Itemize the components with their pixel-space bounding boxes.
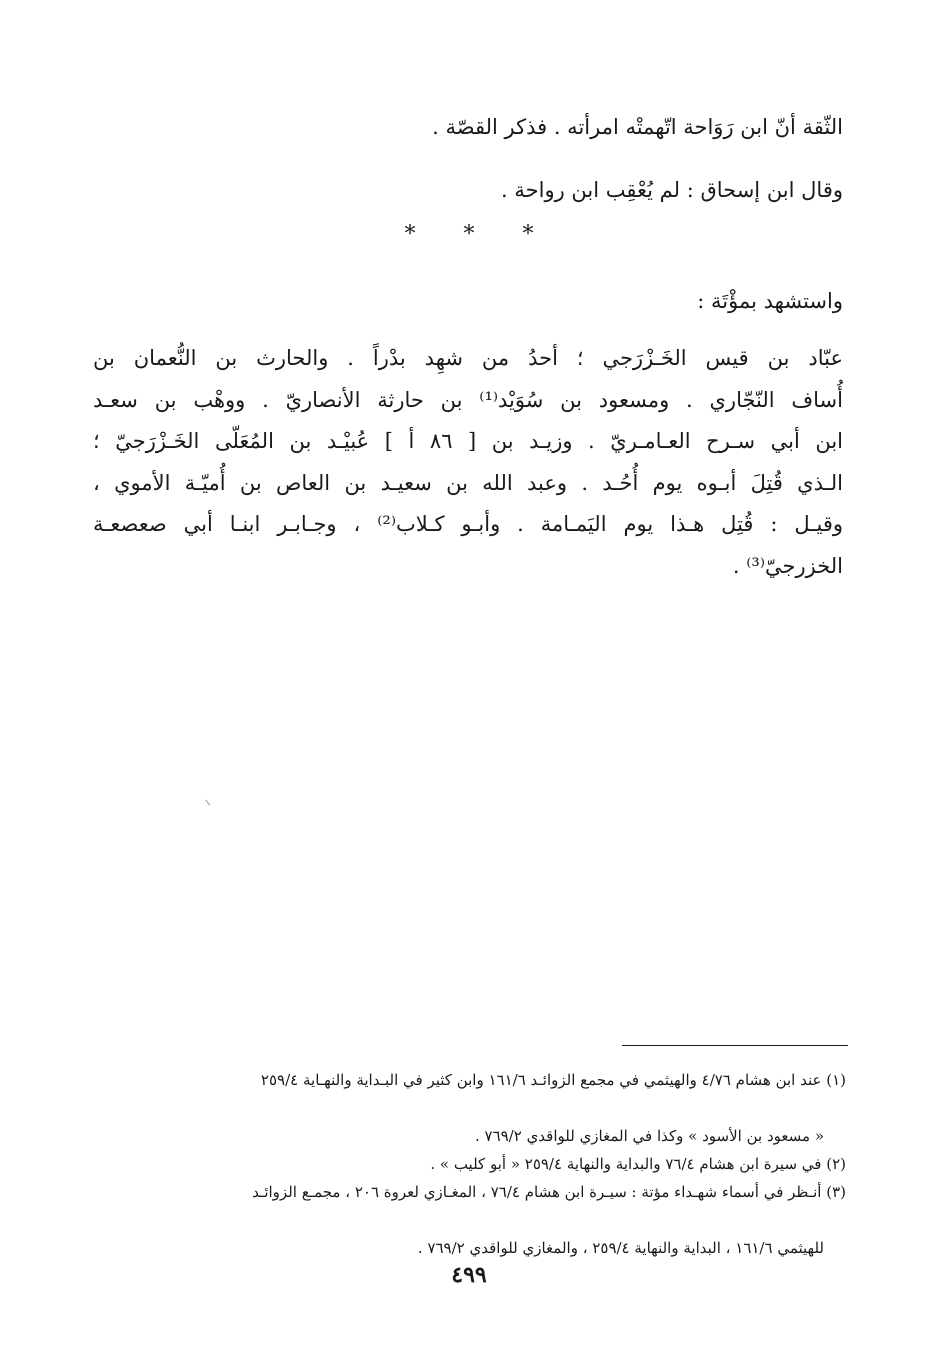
footnote-line: للهيثمي ١٦١/٦ ، البداية والنهاية ٢٥٩/٤ ، والمغازي للواقدي ٧٦٩/٢ .	[417, 1239, 824, 1257]
footnote-line: (١) عند ابن هشام ٤/٧٦ والهيثمي في مجمع الزوائـد ١٦١/٦ وابن كثير في البـداية والنهـاية ٢٥٩/٤	[260, 1071, 846, 1089]
heading-text: واستشهد بمؤْتَة :	[697, 289, 843, 313]
section-heading	[93, 282, 843, 320]
footnote-divider	[622, 1045, 848, 1046]
martyrs-paragraph	[93, 338, 843, 587]
footnote-line: (٢) في سيرة ابن هشام ٧٦/٤ والبداية والنهاية ٢٥٩/٤ « أبو كليب » .	[430, 1155, 846, 1173]
paragraph-line: ابن أبي سـرح العـامـريّ . وزيـد بن [ ٨٦ أ ] عُبيْـد بن المُعَلّى الخَـزْرَجيّ ؛	[93, 429, 843, 453]
text-line: الثّقة أنّ ابن رَوَاحة اتّهمتْه امرأته . فذكر القصّة .	[432, 115, 843, 139]
section-separator	[0, 222, 938, 247]
footnotes	[140, 1066, 846, 1262]
asterisk: *	[522, 222, 558, 247]
asterisk: *	[463, 222, 499, 247]
paragraph-line: وقيـل : قُتِل هـذا يوم اليَمـامة . وأبـو كـلاب⁽²⁾ ، وجـابـر ابنـا أبي صعصعـة	[93, 512, 843, 536]
footnote-3	[140, 1178, 846, 1262]
footnote-line: « مسعود بن الأسود » وكذا في المغازي للواقدي ٧٦٩/٢ .	[474, 1127, 824, 1145]
paragraph-line: الخزرجيّ⁽³⁾ .	[732, 553, 843, 578]
text-line-trust	[93, 108, 843, 146]
asterisk: *	[404, 222, 440, 247]
paragraph-line: عبّاد بن قيس الخَـزْرَجي ؛ أحدُ من شهِد بدْراً . والحارث بن النُّعمان بن	[93, 346, 843, 370]
footnote-line: (٣) أنـظر في أسماء شهـداء مؤتة : سيـرة ابن هشام ٧٦/٤ ، المغـازي لعروة ٢٠٦ ، مجمـع الزوائـد	[252, 1183, 846, 1201]
paragraph-line: أُساف النّجّاري . ومسعود بن سُوَيْد⁽¹⁾ بن حارثة الأنصاريّ . ووهْب بن سعـد	[93, 387, 843, 412]
text-line: وقال ابن إسحاق : لم يُعْقِب ابن رواحة .	[501, 178, 843, 202]
footnote-1	[140, 1066, 846, 1150]
footnote-2	[140, 1150, 846, 1178]
scan-speck	[205, 797, 213, 806]
paragraph-line: الـذي قُتِلَ أبـوه يوم أُحُـد . وعبد الله بن سعيـد بن العاص بن أُميّـة الأموي ،	[93, 470, 843, 495]
text-line-ibn-ishaq	[93, 171, 843, 209]
page-number: ٤٩٩	[451, 1262, 487, 1288]
